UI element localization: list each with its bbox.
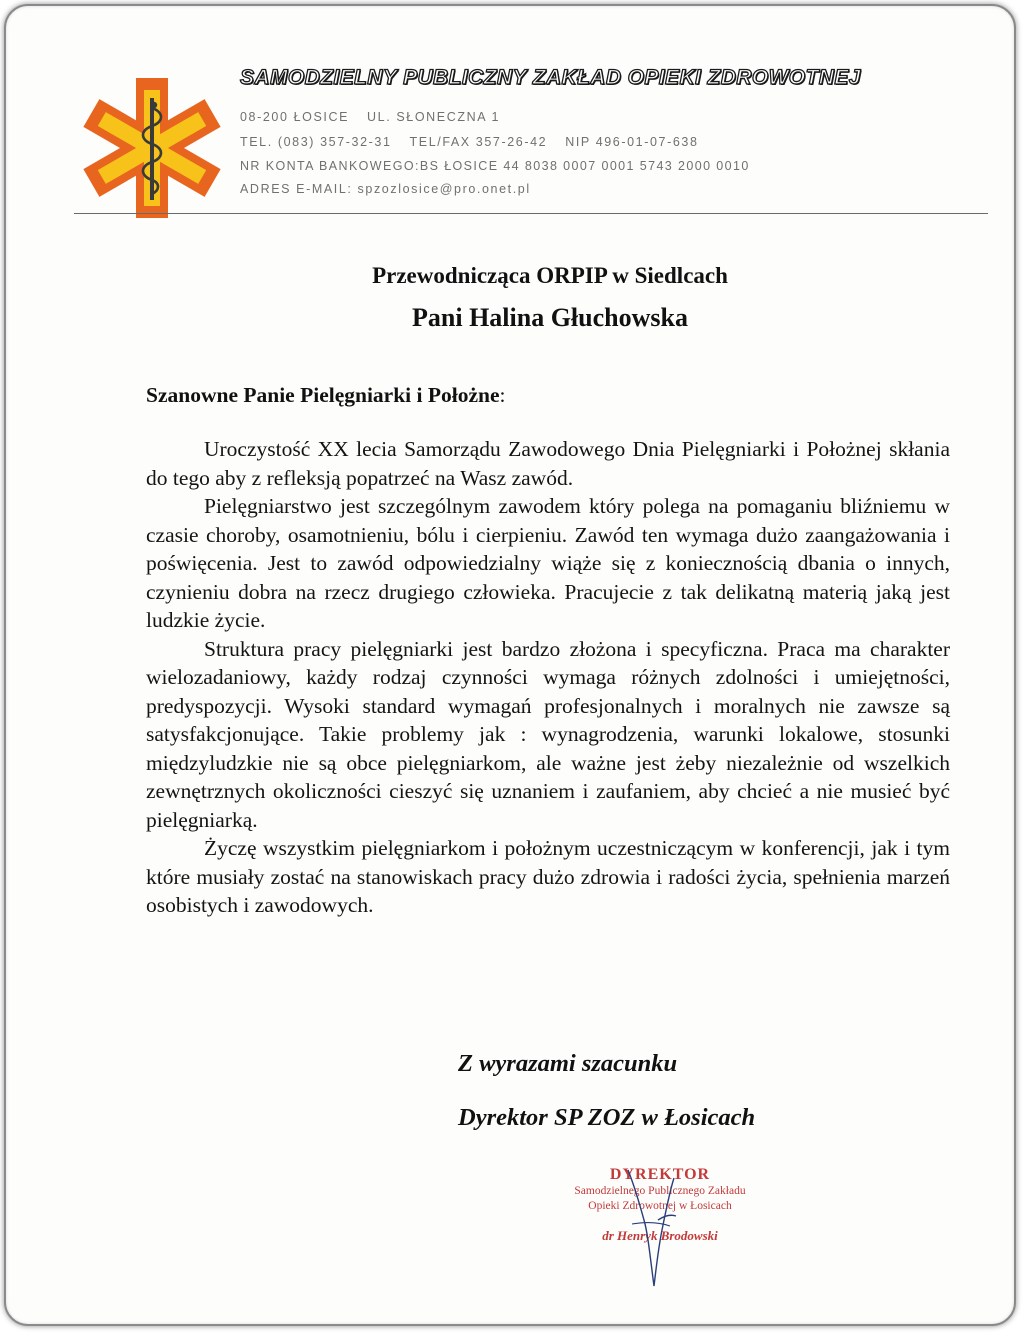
salutation	[146, 383, 506, 408]
stamp-line-1: Samodzielnego Publicznego Zakładu	[574, 1185, 746, 1197]
letter-body	[146, 435, 950, 920]
email-address: ADRES E-MAIL: spzozlosice@pro.onet.pl	[240, 182, 531, 196]
organization-name: SAMODZIELNY PUBLICZNY ZAKŁAD OPIEKI ZDROWOTNEJ	[240, 66, 861, 89]
addressee-name: Pani Halina Głuchowska	[412, 303, 688, 332]
signatory-title: Dyrektor SP ZOZ w Łosicach	[458, 1104, 756, 1131]
addressee-title: Przewodnicząca ORPIP w Siedlcach	[372, 263, 728, 288]
star-of-life-icon	[80, 76, 224, 220]
salutation-text: Szanowne Panie Pielęgniarki i Położne	[146, 383, 500, 407]
header-address-line	[240, 110, 500, 124]
fax-number: TEL/FAX 357-26-42	[409, 135, 548, 149]
salutation-punctuation: :	[499, 383, 506, 407]
paragraph-4: Życzę wszystkim pielęgniarkom i położnym uczestniczącym w konferencji, jak i tym które musiały zostać na stanowiskach pracy dużo zdrowia i radości życia, spełnienia marzeń osobistych i zawodowych.	[146, 836, 950, 917]
phone-number: TEL. (083) 357-32-31	[240, 135, 392, 149]
paragraph-1: Uroczystość XX lecia Samorządu Zawodowego Dnia Pielęgniarki i Położnej skłania do tego aby z refleksją popatrzeć na Wasz zawód.	[146, 437, 950, 490]
paragraph-3: Struktura pracy pielęgniarki jest bardzo złożona i specyficzna. Praca ma charakter wielozadaniowy, każdy rodzaj czynności wymaga różnych zdolności i umiejętności, predyspozycji. Wysoki standard wymagań profesjonalnych i moralnych nie zawsze są satysfakcjonujące. Takie problemy jak : wynagrodzenia, warunki lokalowe, stosunki międzyludzkie nie są obce pielęgniarkom, ale ważne jest żeby niezależnie od wszelkich zewnętrznych okoliczności cieszyć się uznaniem i zaufaniem, aby chcieć a nie musieć być pielęgniarką.	[146, 636, 950, 832]
closing-regards: Z wyrazami szacunku	[458, 1050, 678, 1077]
header-divider	[74, 213, 988, 214]
postal-address: 08-200 ŁOSICE	[240, 110, 350, 124]
bank-account: NR KONTA BANKOWEGO:BS ŁOSICE 44 8038 0007 0001 5743 2000 0010	[240, 159, 750, 173]
stamp-title: DYREKTOR	[609, 1166, 711, 1183]
paragraph-2: Pielęgniarstwo jest szczególnym zawodem który polega na pomaganiu bliźniemu w czasie choroby, osamotnieniu, bólu i cierpieniu. Zawód ten wymaga dużo zaangażowania i poświęcenia. Jest to zawód odpowiedzialny wiąże się z koniecznością dbania o innych, czynieniu dobra na rzecz drugiego człowieka. Pracujecie z tak delikatną materią jaką jest ludzkie życie.	[146, 494, 950, 632]
stamp-name: dr Henryk Brodowski	[602, 1228, 718, 1243]
official-stamp	[540, 1164, 780, 1294]
street-address: UL. SŁONECZNA 1	[367, 110, 501, 124]
stamp-line-2: Opieki Zdrowotnej w Łosicach	[588, 1200, 732, 1212]
header-contact-line	[240, 135, 699, 149]
tax-id: NIP 496-01-07-638	[565, 135, 699, 149]
